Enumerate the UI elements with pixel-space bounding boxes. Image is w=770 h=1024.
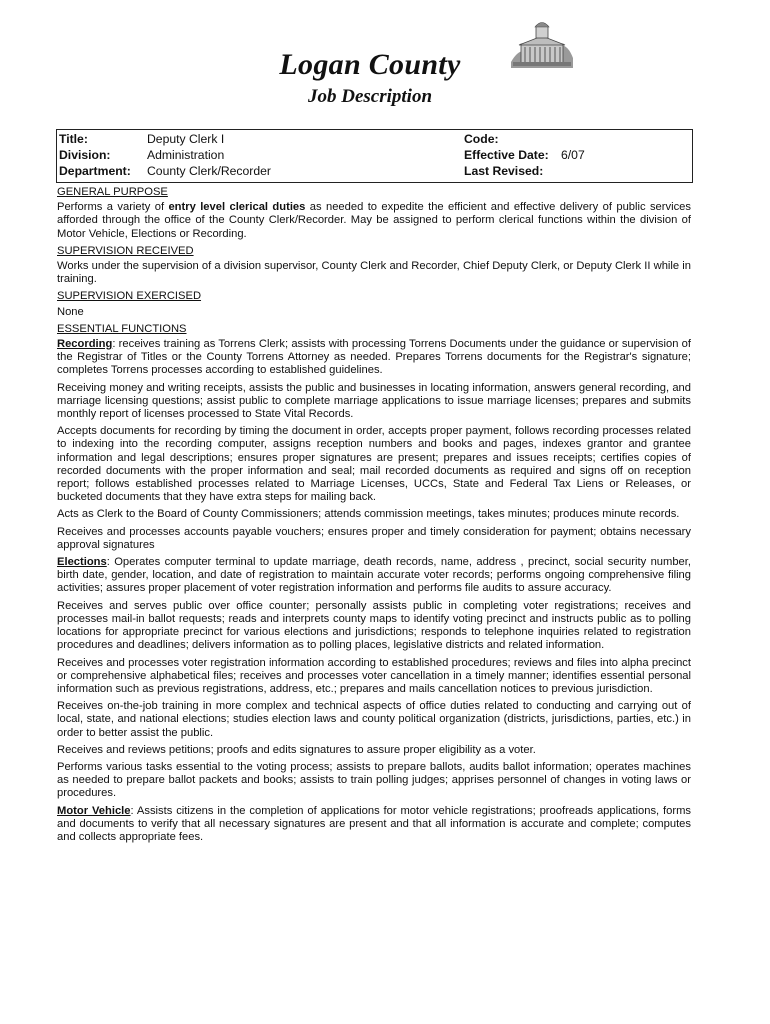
title-value: Deputy Clerk I — [147, 132, 225, 146]
title-label: Title: — [59, 132, 88, 146]
essential-functions-heading: ESSENTIAL FUNCTIONS — [57, 322, 187, 335]
motor-vehicle-label: Motor Vehicle — [57, 804, 131, 817]
department-value: County Clerk/Recorder — [147, 164, 271, 178]
accepts-documents-paragraph: Accepts documents for recording by timing the document in order, accepts proper payment, follows recording processes related to indexing into the recording computer, assigns reception numbers and books and pages, indexes grantor and grantee information and legal descriptions; ensures proper signatures are present; prepares and issues receipts; certifies copies of recorded documents with the proper information and seal; mail recorded documents as required and signs off on reception report; follows established processes related to Marriage Licenses, UCCs, State and Federal Tax Liens or Releases, or bucketed documents that they have extra steps for mailing back. — [57, 425, 691, 504]
public-counter-paragraph: Receives and serves public over office counter; personally assists public in completing voter registrations; receives and processes mail-in ballot requests; reads and interprets county maps to identify voting precinct and instructs public as to polling locations for appropriate precinct for various elections and jurisdictions; responds to telephone inquiries related to registration procedures and deadlines; delivers information as to polling places, legislative districts and related information. — [57, 599, 691, 652]
voter-registration-paragraph: Receives and processes voter registration information according to established procedures; reviews and files into alpha precinct or comprehensive alphabetical files; receives and processes voter cancellation in a timely manner; identifies essential personal information such as previous registrations, address, etc.; prepares and mails cancellation notices to previous jurisdiction. — [57, 656, 691, 695]
job-info-box — [56, 129, 693, 183]
recording-label: Recording — [57, 338, 113, 351]
general-purpose-text-start: Performs a variety of — [57, 201, 169, 214]
motor-vehicle-paragraph — [57, 805, 691, 845]
supervision-exercised-heading: SUPERVISION EXERCISED — [57, 290, 202, 303]
division-label: Division: — [59, 148, 111, 162]
motor-vehicle-text: : Assists citizens in the completion of applications for motor vehicle registrations; proofreads applications, forms and documents to verify that all necessary signatures are present and that all information is accurate and complete; computes and collects appropriate fees. — [57, 804, 691, 843]
elections-label: Elections — [57, 556, 107, 569]
supervision-received-text: Works under the supervision of a division supervisor, County Clerk and Recorder, Chief Deputy Clerk, or Deputy Clerk II while in training. — [57, 260, 691, 286]
general-purpose-text-end: as needed to expedite the efficient and effective delivery of public services afforded through the office of the County Clerk/Recorder. May be assigned to perform clerical functions within the division of Motor Vehicle, Elections or Recording. — [57, 201, 691, 240]
voting-tasks-paragraph: Performs various tasks essential to the voting process; assists to prepare ballots, audits ballot information; operates machines as needed to prepare ballot packets and books; assists to train polling judges; apprises personnel of changes in voting laws or procedures. — [57, 760, 691, 800]
effective-date-label: Effective Date: — [464, 148, 549, 162]
elections-text: : Operates computer terminal to update marriage, death records, name, address , precinct, social security number, birth date, gender, location, and date of registration to maintain accurate voter records; performs ongoing comprehensive filing activities; assures proper placement of voter registration information and performs file audits to assure accuracy. — [57, 556, 691, 595]
division-value: Administration — [147, 148, 225, 162]
receiving-money-paragraph: Receiving money and writing receipts, assists the public and businesses in locating information, answers general recording, and marriage licensing questions; assist public to complete marriage applications to issue marriage licenses; prepares and submits monthly report of licenses processed to State Vital Records. — [57, 381, 691, 421]
elections-paragraph — [57, 556, 691, 596]
petitions-paragraph: Receives and reviews petitions; proofs and edits signatures to assure proper eligibility as a voter. — [57, 743, 536, 756]
effective-date-value: 6/07 — [561, 148, 585, 162]
code-label: Code: — [464, 132, 499, 146]
recording-text: : receives training as Torrens Clerk; assists with processing Torrens Documents under the guidance or supervision of the Registrar of Titles or the County Torrens Attorney as needed. Prepares Torrens documents for the Registrar's signature; completes Torrens processes according to established guidelines. — [57, 338, 691, 377]
county-title: Logan County — [279, 48, 461, 81]
general-purpose-text — [57, 201, 691, 241]
last-revised-label: Last Revised: — [464, 164, 544, 178]
supervision-received-heading: SUPERVISION RECEIVED — [57, 244, 194, 257]
department-label: Department: — [59, 164, 131, 178]
board-clerk-paragraph: Acts as Clerk to the Board of County Commissioners; attends commission meetings, takes minutes; produces minute records. — [57, 508, 680, 521]
general-purpose-emphasis: entry level clerical duties — [168, 201, 306, 214]
vouchers-paragraph: Receives and processes accounts payable vouchers; ensures proper and timely consideration for payment; obtains necessary approval signatures — [57, 525, 691, 551]
on-the-job-training-paragraph: Receives on-the-job training in more complex and technical aspects of office duties related to conducting and carrying out of local, state, and national elections; studies election laws and county political organization (districts, jurisdictions, parties, etc.) in order to better assist the public. — [57, 700, 691, 739]
document-subtitle: Job Description — [307, 86, 433, 107]
recording-paragraph — [57, 338, 691, 378]
supervision-exercised-text: None — [57, 305, 84, 318]
document-body — [57, 186, 691, 848]
general-purpose-heading: GENERAL PURPOSE — [57, 186, 168, 198]
